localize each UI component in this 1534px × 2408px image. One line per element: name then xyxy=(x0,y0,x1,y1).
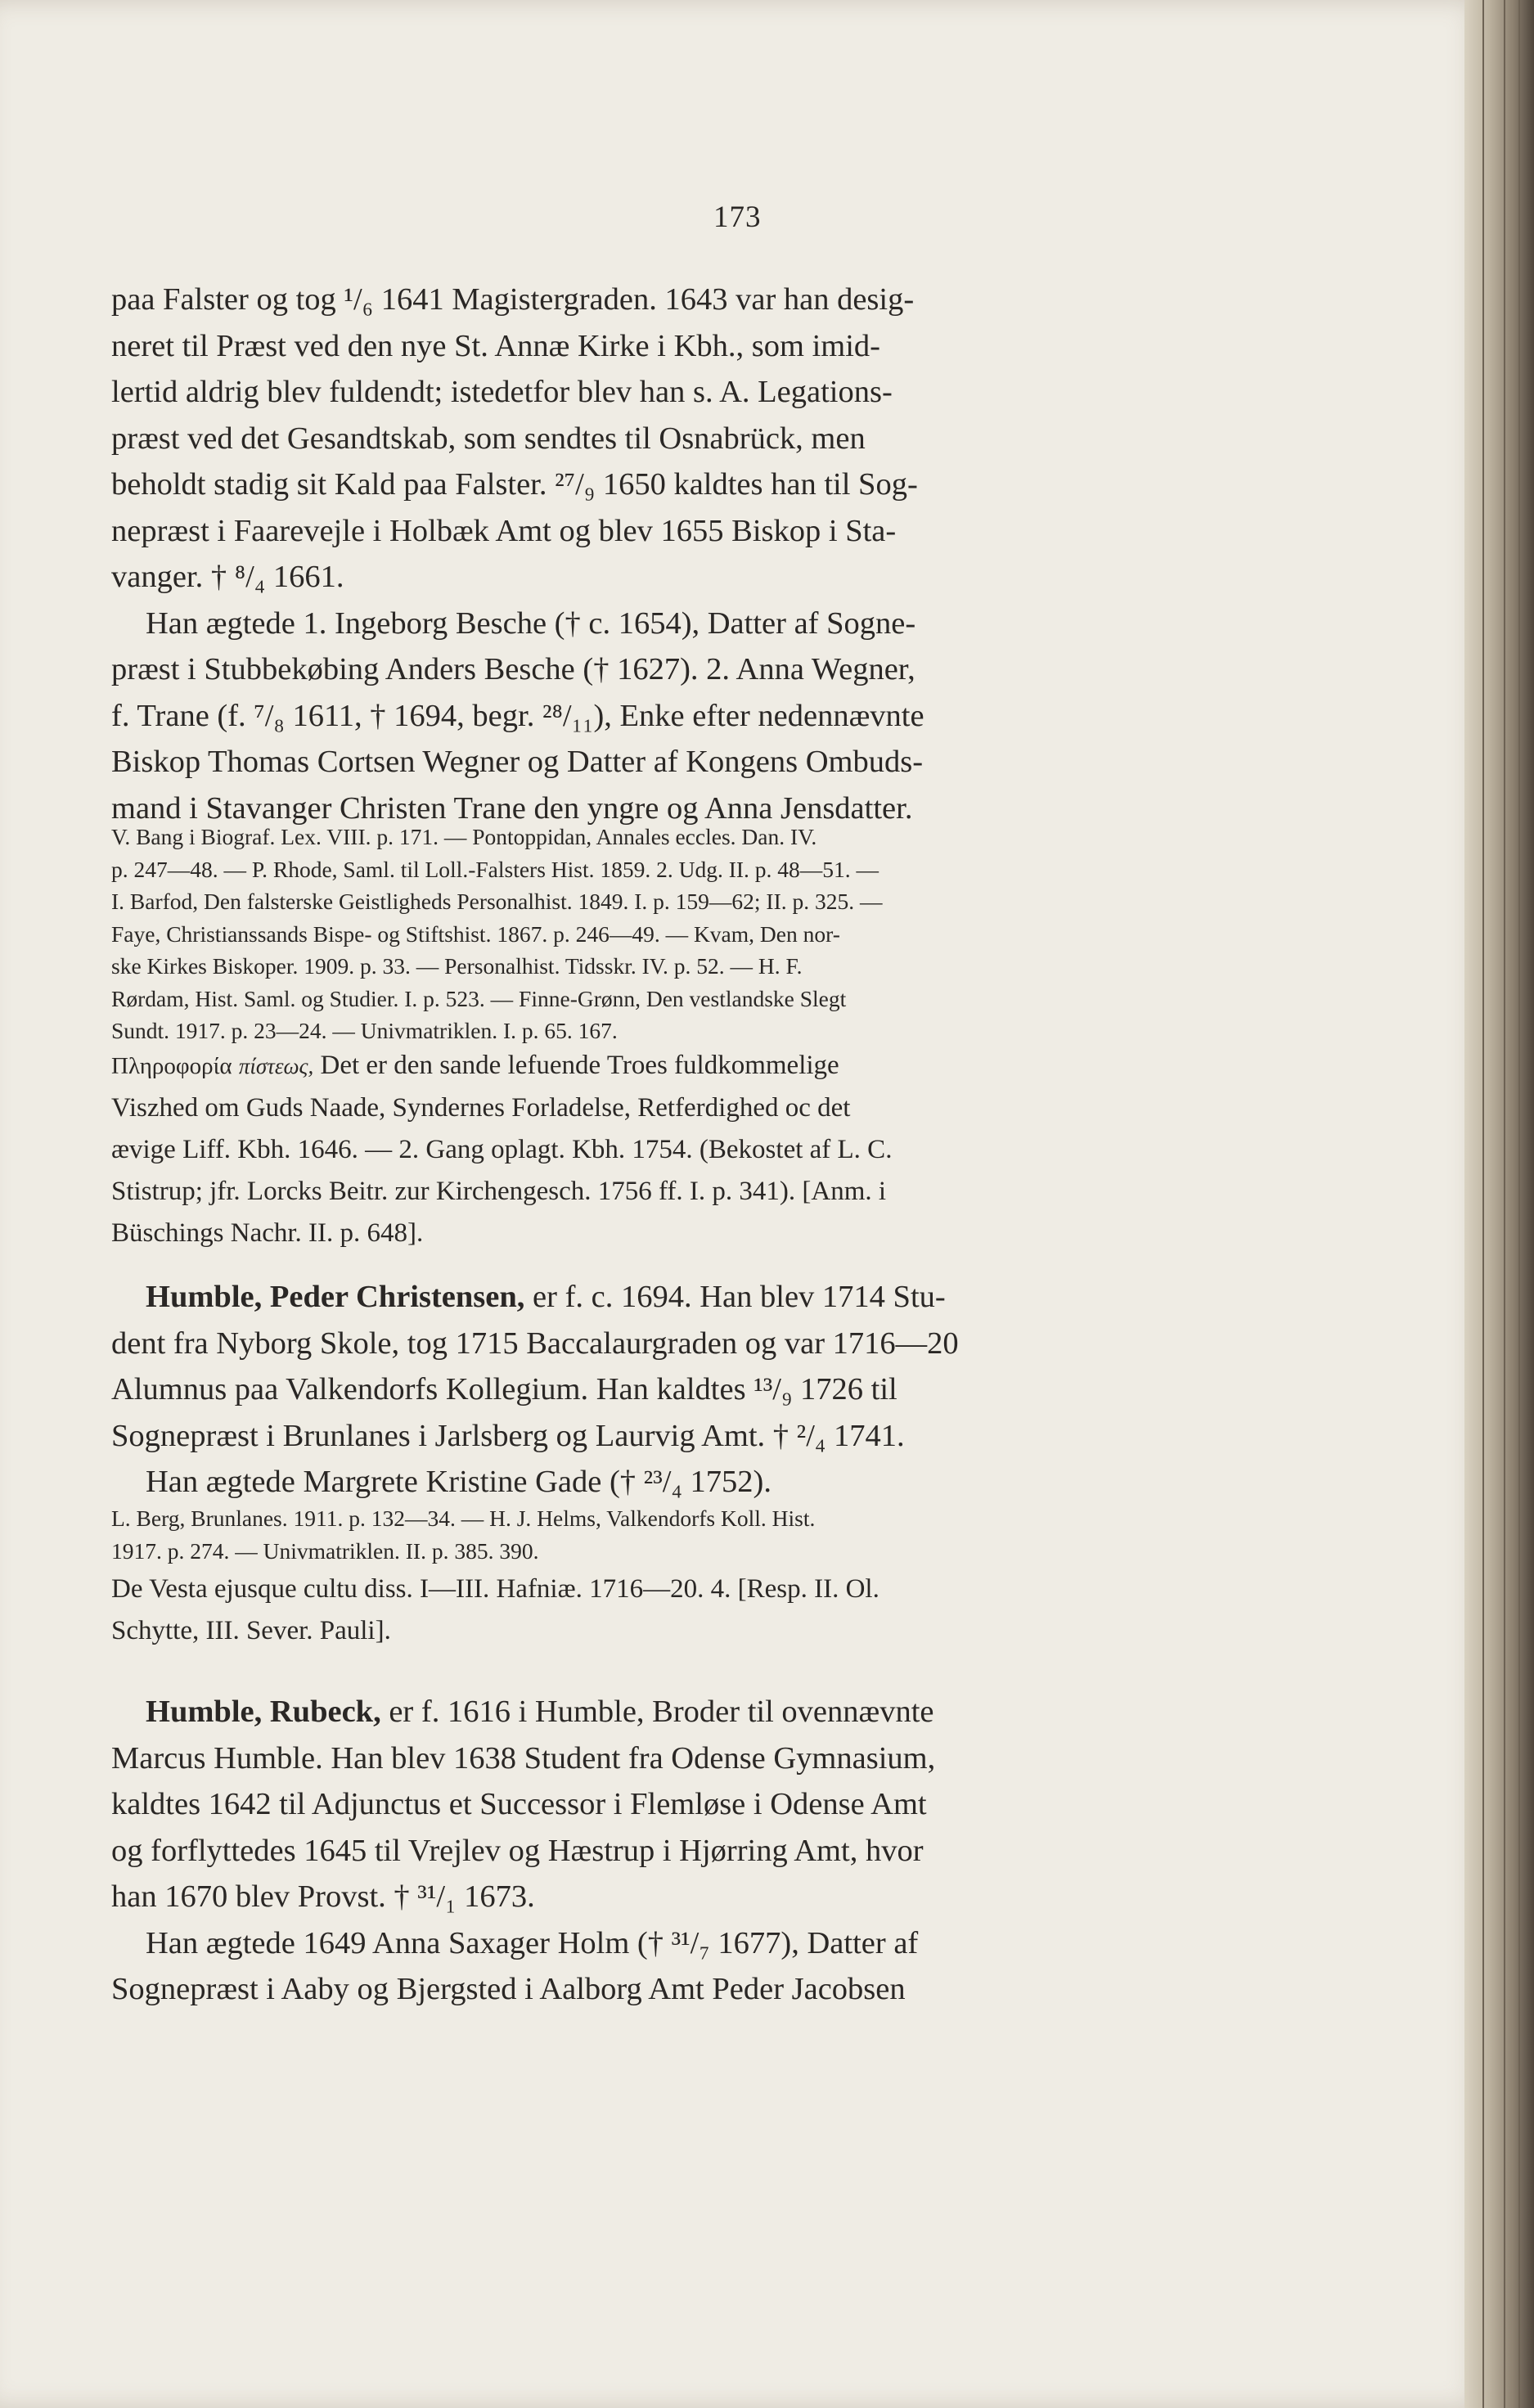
references xyxy=(111,1502,1163,1567)
text-line: kaldtes 1642 til Adjunctus et Successor i Flemløse i Odense Amt xyxy=(111,1787,927,1821)
reference-line: 1917. p. 274. — Univmatriklen. II. p. 385. 390. xyxy=(111,1537,539,1564)
reference-line: Sundt. 1917. p. 23—24. — Univmatriklen. I. p. 65. 167. xyxy=(111,1018,618,1043)
references-block xyxy=(111,1502,1163,1567)
reference-line: L. Berg, Brunlanes. 1911. p. 132—34. — H. J. Helms, Valkendorfs Koll. Hist. xyxy=(111,1506,816,1531)
text-line: dent fra Nyborg Skole, tog 1715 Baccalaurgraden og var 1716—20 xyxy=(111,1326,959,1361)
text-line: lertid aldrig blev fuldendt; istedetfor blev han s. A. Legations- xyxy=(111,375,893,409)
entry-humble-rubeck xyxy=(111,1689,1163,2013)
text-line: mand i Stavanger Christen Trane den yngre og Anna Jensdatter. xyxy=(111,790,913,826)
text-line: nepræst i Faarevejle i Holbæk Amt og blev 1655 Biskop i Sta- xyxy=(111,513,897,548)
reference-line: ske Kirkes Biskoper. 1909. p. 33. — Personalhist. Tidsskr. IV. p. 52. — H. F. xyxy=(111,953,803,979)
work-line: Büschings Nachr. II. p. 648]. xyxy=(111,1218,424,1248)
work-line: Viszhed om Guds Naade, Syndernes Forladelse, Retferdighed oc det xyxy=(111,1093,851,1123)
entry-continued xyxy=(111,277,1163,831)
text-line: er f. 1616 i Humble, Broder til ovennævnte xyxy=(380,1695,934,1729)
text-line: Sognepræst i Aaby og Bjergsted i Aalborg Amt Peder Jacobsen xyxy=(111,1972,906,2006)
entry-headword: Humble, Rubeck, xyxy=(146,1695,381,1729)
text-line: Biskop Thomas Cortsen Wegner og Datter af Kongens Ombuds- xyxy=(111,745,924,779)
reference-line: p. 247—48. — P. Rhode, Saml. til Loll.-Falsters Hist. 1859. 2. Udg. II. p. 48—51. — xyxy=(111,856,879,882)
works-block xyxy=(111,1045,1163,1254)
text-line: Han ægtede 1649 Anna Saxager Holm († ³¹/₇ 1677), Datter af xyxy=(146,1925,919,1960)
reference-line: V. Bang i Biograf. Lex. VIII. p. 171. — Pontoppidan, Annales eccles. Dan. IV. xyxy=(111,824,817,849)
reference-line: I. Barfod, Den falsterske Geistligheds Personalhist. 1849. I. p. 159—62; II. p. 325. — xyxy=(111,889,883,914)
text-line: præst i Stubbekøbing Anders Besche († 1627). 2. Anna Wegner, xyxy=(111,652,915,686)
text-line: er f. c. 1694. Han blev 1714 Stu- xyxy=(524,1280,946,1314)
text-line: Marcus Humble. Han blev 1638 Student fra Odense Gymnasium, xyxy=(111,1740,936,1776)
text-line: vanger. † ⁸/₄ 1661. xyxy=(111,560,344,594)
greek-title-2: πίστεως, xyxy=(238,1054,314,1078)
work-line: Det er den sande lefuende Troes fuldkommelige xyxy=(313,1051,839,1080)
works xyxy=(111,1569,1163,1652)
text-line: Alumnus paa Valkendorfs Kollegium. Han kaldtes ¹³/₉ 1726 til xyxy=(111,1372,897,1407)
entry-body xyxy=(111,277,1163,831)
text-line: Han ægtede 1. Ingeborg Besche († c. 1654), Datter af Sogne- xyxy=(146,605,916,641)
entry-body xyxy=(111,1274,1163,1506)
entry-body xyxy=(111,1689,1163,2013)
reference-line: Faye, Christianssands Bispe- og Stiftshist. 1867. p. 246—49. — Kvam, Den nor- xyxy=(111,920,840,947)
text-line: han 1670 blev Provst. † ³¹/₁ 1673. xyxy=(111,1879,535,1914)
reference-line: Rørdam, Hist. Saml. og Studier. I. p. 523. — Finne-Grønn, Den vestlandske Slegt xyxy=(111,985,847,1011)
references xyxy=(111,821,1163,1047)
text-line: præst ved det Gesandtskab, som sendtes til Osnabrück, men xyxy=(111,421,866,456)
text-line: paa Falster og tog ¹/₆ 1641 Magistergraden. 1643 var han desig- xyxy=(111,282,915,317)
work-line: ævige Liff. Kbh. 1646. — 2. Gang oplagt. Kbh. 1754. (Bekostet af L. C. xyxy=(111,1135,893,1164)
work-line: Stistrup; jfr. Lorcks Beitr. zur Kirchengesch. 1756 ff. I. p. 341). [Anm. i xyxy=(111,1177,887,1206)
text-line: Han ægtede Margrete Kristine Gade († ²³/₄ 1752). xyxy=(146,1465,771,1499)
text-line: og forflyttedes 1645 til Vrejlev og Hæstrup i Hjørring Amt, hvor xyxy=(111,1833,924,1868)
works-block xyxy=(111,1569,1163,1652)
text-line: beholdt stadig sit Kald paa Falster. ²⁷/₉ 1650 kaldtes han til Sog- xyxy=(111,467,918,502)
work-line: Schytte, III. Sever. Pauli]. xyxy=(111,1616,391,1645)
work-line: De Vesta ejusque cultu diss. I—III. Hafniæ. 1716—20. 4. [Resp. II. Ol. xyxy=(111,1574,879,1604)
entry-headword: Humble, Peder Christensen, xyxy=(146,1280,525,1314)
text-line: f. Trane (f. ⁷/₈ 1611, † 1694, begr. ²⁸/₁₁), Enke efter nedennævnte xyxy=(111,698,924,733)
book-spine xyxy=(1464,0,1534,2408)
references-block xyxy=(111,821,1163,1047)
works xyxy=(111,1045,1163,1254)
text-line: neret til Præst ved den nye St. Annæ Kirke i Kbh., som imid- xyxy=(111,328,880,363)
text-line: Sognepræst i Brunlanes i Jarlsberg og Laurvig Amt. † ²/₄ 1741. xyxy=(111,1418,905,1453)
page-number: 173 xyxy=(713,200,762,234)
entry-humble-peder xyxy=(111,1274,1163,1506)
greek-title: Πληροφορία xyxy=(111,1053,232,1079)
